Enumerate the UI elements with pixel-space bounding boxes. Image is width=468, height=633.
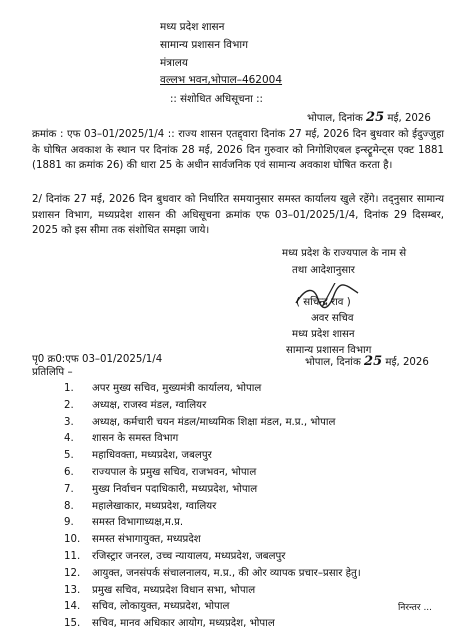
signature-authority: मध्य प्रदेश के राज्यपाल के नाम से — [282, 248, 407, 259]
copy-label: प्रतिलिपि – — [32, 367, 73, 378]
signatory-name: ( सचिन्द्र राव ) — [296, 297, 351, 308]
list-item-text: मुख्य निर्वाचन पदाधिकारी, मध्यप्रदेश, भोपाल — [92, 483, 258, 495]
list-item-text: अध्यक्ष, राजस्व मंडल, ग्वालियर — [92, 399, 207, 411]
endorsement-date-day: 25 — [364, 354, 383, 369]
list-item-text: महालेखाकार, मध्यप्रदेश, ग्वालियर — [92, 500, 217, 512]
list-item-text: प्रमुख सचिव, मध्यप्रदेश विधान सभा, भोपाल — [92, 584, 256, 596]
signatory-designation: अवर सचिव — [311, 313, 354, 324]
paragraph-1: क्रमांक : एफ 03–01/2025/1/4 :: राज्य शासन एतद्द्वारा दिनांक 27 मई, 2026 दिन बुधवार को ईदुज्जुहा के घोषित अवकाश के स्थान पर दिनांक 28 मई, 2026 दिन गुरुवार को निगोशिएबल इन्स्ट्रूमेन्ट्स एक्ट 1881 (1881 का क्रमांक 26) की धारा 25 के अधीन सार्वजनिक एवं सामान्य अवकाश घोषित करता है। — [32, 129, 444, 172]
paragraph-2: 2/ दिनांक 27 मई, 2026 दिन बुधवार को निर्धारित समयानुसार समस्त कार्यालय खुले रहेंगे। तद्नुसार सामान्य प्रशासन विभाग, मध्यप्रदेश शासन की अधिसूचना क्रमांक एफ 03–01/2025/1/4, दिनांक 29 दिसम्बर, 2025 को इस सीमा तक संशोधित समझा जाये। — [32, 194, 444, 237]
list-item-number: 12. — [64, 567, 81, 579]
signatory-office: मध्य प्रदेश शासन — [292, 329, 355, 340]
endorsement-number: पृ0 क्र0:एफ 03–01/2025/1/4 — [32, 354, 163, 365]
list-item-number: 11. — [64, 550, 81, 562]
list-item-text: समस्त संभागायुक्त, मध्यप्रदेश — [92, 534, 201, 546]
place-date-day: 25 — [366, 110, 385, 125]
list-item-text: अपर मुख्य सचिव, मुख्यमंत्री कार्यालय, भोपाल — [92, 383, 262, 394]
list-item-number: 10. — [64, 534, 81, 546]
list-item-text: शासन के समस्त विभाग — [92, 433, 179, 445]
list-item-text: समस्त विभागाध्यक्ष,म.प्र. — [92, 517, 184, 529]
list-item-number: 4. — [64, 433, 74, 445]
notification-title: :: संशोधित अधिसूचना :: — [170, 94, 263, 105]
list-item-number: 15. — [64, 618, 81, 630]
signature-order: तथा आदेशानुसार — [292, 265, 355, 276]
endorsement-date — [305, 355, 429, 368]
list-item-number: 9. — [64, 517, 74, 529]
list-item-number: 8. — [64, 500, 74, 512]
endorsement-date-suffix: मई, 2026 — [385, 357, 429, 368]
header-department: सामान्य प्रशासन विभाग — [160, 39, 249, 51]
list-item-number: 3. — [64, 416, 74, 428]
list-item-number: 2. — [64, 399, 74, 411]
list-item-text: सचिव, मानव अधिकार आयोग, मध्यप्रदेश, भोपाल — [92, 618, 275, 630]
list-item-number: 14. — [64, 601, 81, 613]
header-ministry: मंत्रालय — [160, 57, 189, 69]
header-government: मध्य प्रदेश शासन — [160, 21, 225, 33]
list-item-text: आयुक्त, जनसंपर्क संचालनालय, म.प्र., की ओर व्यापक प्रचार–प्रसार हेतु। — [92, 567, 361, 579]
list-item-text: अध्यक्ष, कर्मचारी चयन मंडल/माध्यमिक शिक्षा मंडल, म.प्र., भोपाल — [92, 416, 336, 428]
list-item-number: 1. — [64, 383, 74, 394]
list-item-number: 13. — [64, 584, 81, 596]
list-item-text: राज्यपाल के प्रमुख सचिव, राजभवन, भोपाल — [92, 466, 257, 478]
continued-marker: निरन्तर ... — [398, 603, 433, 613]
endorsement-date-prefix: भोपाल, दिनांक — [305, 357, 361, 368]
list-item-text: रजिस्ट्रार जनरल, उच्च न्यायालय, मध्यप्रदेश, जबलपुर — [92, 550, 286, 562]
list-item-text: महाधिवक्ता, मध्यप्रदेश, जबलपुर — [92, 450, 212, 462]
place-date-prefix: भोपाल, दिनांक — [307, 113, 363, 124]
list-item-number: 6. — [64, 466, 74, 478]
place-date — [307, 111, 431, 124]
list-item-number: 7. — [64, 483, 74, 495]
header-address: वल्लभ भवन,भोपाल–462004 — [160, 74, 283, 86]
list-item-text: सचिव, लोकायुक्त, मध्यप्रदेश, भोपाल — [92, 601, 230, 613]
place-date-suffix: मई, 2026 — [387, 113, 431, 124]
list-item-number: 5. — [64, 450, 74, 462]
signatory-department: सामान्य प्रशासन विभाग — [286, 345, 372, 356]
